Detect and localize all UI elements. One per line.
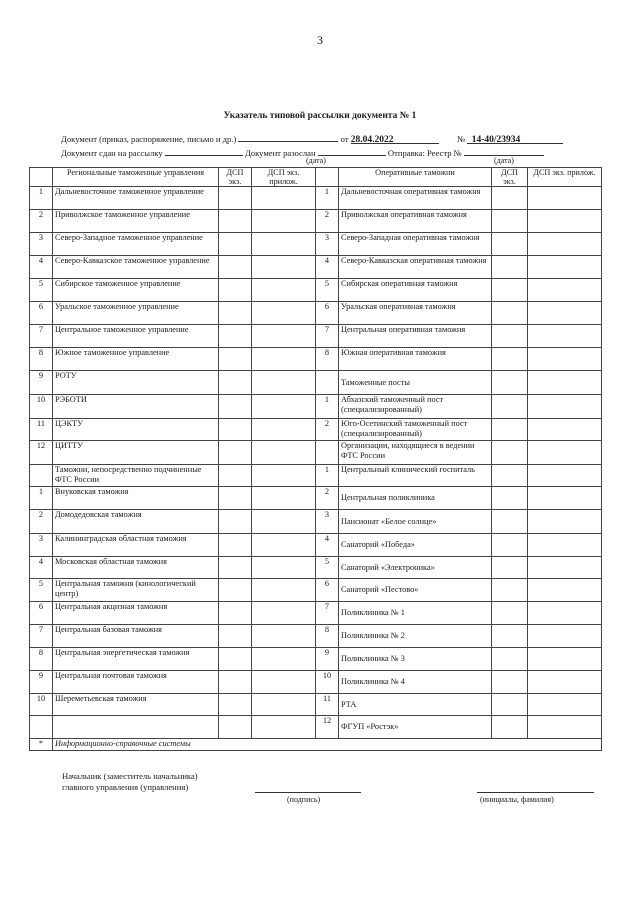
- left-dsp-appendix-cell: [252, 441, 316, 465]
- right-dsp-appendix-cell: [528, 419, 602, 441]
- left-row-number: 2: [30, 210, 53, 233]
- table-row: [30, 325, 602, 348]
- right-dsp-copies-cell: [492, 187, 528, 210]
- right-dsp-copies-cell: [492, 279, 528, 302]
- left-dsp-appendix-cell: [252, 648, 316, 671]
- right-dsp-copies-cell: [492, 716, 528, 739]
- header-dsp-appendix: ДСП экз. прилож.: [252, 168, 316, 187]
- table-row: [30, 210, 602, 233]
- doc-info-line: [61, 132, 563, 144]
- distributed-label: Документ разослан: [244, 148, 316, 158]
- table-row: [30, 419, 602, 441]
- right-dsp-copies-cell: [492, 419, 528, 441]
- left-dsp-copies-cell: [219, 279, 252, 302]
- left-dsp-copies-cell: [219, 648, 252, 671]
- submitted-label: Документ сдан на рассылку: [61, 148, 163, 158]
- left-dsp-copies-cell: [219, 625, 252, 648]
- right-row-number: 3: [316, 510, 339, 534]
- left-dsp-appendix-cell: [252, 465, 316, 487]
- right-row-number: 2: [316, 210, 339, 233]
- left-row-number: 8: [30, 348, 53, 371]
- right-dsp-copies-cell: [492, 557, 528, 579]
- left-dsp-appendix-cell: [252, 510, 316, 534]
- signer-title: [62, 771, 198, 793]
- right-dsp-appendix-cell: [528, 210, 602, 233]
- right-org-name: Приволжская оперативная таможня: [339, 210, 492, 233]
- left-row-number: 5: [30, 579, 53, 602]
- left-row-number: 12: [30, 441, 53, 465]
- right-dsp-appendix-cell: [528, 716, 602, 739]
- right-org-name: Северо-Кавказская оперативная таможня: [339, 256, 492, 279]
- table-row: [30, 187, 602, 210]
- table-row: [30, 694, 602, 716]
- right-row-number: 9: [316, 648, 339, 671]
- right-row-number: [316, 371, 339, 395]
- page-number: 3: [317, 33, 323, 47]
- signature-caption: (подпись): [287, 795, 321, 804]
- right-dsp-copies-cell: [492, 348, 528, 371]
- left-row-number: 6: [30, 302, 53, 325]
- left-dsp-appendix-cell: [252, 256, 316, 279]
- right-dsp-copies-cell: [492, 233, 528, 256]
- table-header-row: [30, 168, 602, 187]
- left-org-name: РОТУ: [53, 371, 219, 395]
- right-dsp-appendix-cell: [528, 625, 602, 648]
- right-org-name: Пансионат «Белое солнце»: [339, 510, 492, 534]
- right-dsp-copies-cell: [492, 671, 528, 694]
- right-org-name: Центральная поликлиника: [339, 487, 492, 510]
- table-row: [30, 395, 602, 419]
- right-dsp-copies-cell: [492, 625, 528, 648]
- right-dsp-appendix-cell: [528, 395, 602, 419]
- right-row-number: 5: [316, 557, 339, 579]
- left-org-name: Южное таможенное управление: [53, 348, 219, 371]
- left-row-number: 9: [30, 671, 53, 694]
- table-row: [30, 487, 602, 510]
- right-dsp-copies-cell: [492, 210, 528, 233]
- left-org-name: Центральное таможенное управление: [53, 325, 219, 348]
- distribution-table: [29, 167, 602, 751]
- left-dsp-appendix-cell: [252, 419, 316, 441]
- left-org-name: Московская областная таможня: [53, 557, 219, 579]
- left-row-number: 11: [30, 419, 53, 441]
- left-dsp-appendix-cell: [252, 302, 316, 325]
- header-dsp-copies: ДСП экз.: [219, 168, 252, 187]
- left-row-number: 8: [30, 648, 53, 671]
- left-row-number: 3: [30, 534, 53, 557]
- right-org-name: Организации, находящиеся в ведении ФТС России: [339, 441, 492, 465]
- name-caption: (инициалы, фамилия): [480, 795, 554, 804]
- left-dsp-copies-cell: [219, 233, 252, 256]
- signature-line: [255, 792, 361, 793]
- date-caption-left: (дата): [306, 156, 326, 165]
- right-org-name: Поликлиника № 1: [339, 602, 492, 625]
- table-row: [30, 671, 602, 694]
- table-row: [30, 534, 602, 557]
- right-row-number: 1: [316, 187, 339, 210]
- left-org-name: Приволжское таможенное управление: [53, 210, 219, 233]
- right-org-name: Центральная оперативная таможня: [339, 325, 492, 348]
- left-dsp-appendix-cell: [252, 325, 316, 348]
- header-dsp-copies: ДСП экз.: [492, 168, 528, 187]
- header-operational: Оперативные таможни: [339, 168, 492, 187]
- right-dsp-appendix-cell: [528, 233, 602, 256]
- right-row-number: 4: [316, 534, 339, 557]
- left-org-name: РЭБОТИ: [53, 395, 219, 419]
- left-row-number: 6: [30, 602, 53, 625]
- right-org-name: Абхазский таможенный пост (специализированный): [339, 395, 492, 419]
- left-dsp-appendix-cell: [252, 716, 316, 739]
- footer-info-systems: Информационно-справочные системы: [53, 739, 602, 751]
- left-org-name: [53, 716, 219, 739]
- right-row-number: 1: [316, 395, 339, 419]
- table-row: [30, 279, 602, 302]
- left-org-name: Домодедовская таможня: [53, 510, 219, 534]
- doc-number-field: [467, 134, 563, 144]
- left-dsp-appendix-cell: [252, 557, 316, 579]
- right-dsp-copies-cell: [492, 694, 528, 716]
- left-dsp-copies-cell: [219, 557, 252, 579]
- right-dsp-appendix-cell: [528, 579, 602, 602]
- left-row-number: [30, 716, 53, 739]
- left-dsp-copies-cell: [219, 510, 252, 534]
- right-dsp-copies-cell: [492, 302, 528, 325]
- right-dsp-copies-cell: [492, 325, 528, 348]
- right-dsp-copies-cell: [492, 487, 528, 510]
- table-row: [30, 648, 602, 671]
- left-org-name: Внуковская таможня: [53, 487, 219, 510]
- left-org-name: Центральная почтовая таможня: [53, 671, 219, 694]
- right-dsp-appendix-cell: [528, 187, 602, 210]
- footer-mark: *: [30, 739, 53, 751]
- left-dsp-appendix-cell: [252, 579, 316, 602]
- left-row-number: 4: [30, 557, 53, 579]
- left-dsp-copies-cell: [219, 187, 252, 210]
- name-line: [477, 792, 594, 793]
- left-dsp-appendix-cell: [252, 395, 316, 419]
- date-caption-right: (дата): [494, 156, 514, 165]
- doc-date: 28.04.2022: [350, 135, 394, 145]
- right-org-name: Южная оперативная таможня: [339, 348, 492, 371]
- right-org-name: Таможенные посты: [339, 371, 492, 395]
- right-row-number: 7: [316, 602, 339, 625]
- register-number-blank: [464, 146, 544, 156]
- right-org-name: Санаторий «Пестово»: [339, 579, 492, 602]
- left-dsp-copies-cell: [219, 602, 252, 625]
- right-dsp-appendix-cell: [528, 602, 602, 625]
- right-dsp-copies-cell: [492, 534, 528, 557]
- right-row-number: 2: [316, 419, 339, 441]
- right-dsp-copies-cell: [492, 579, 528, 602]
- right-dsp-appendix-cell: [528, 648, 602, 671]
- right-row-number: [316, 441, 339, 465]
- left-dsp-appendix-cell: [252, 279, 316, 302]
- right-org-name: Центральный клинический госпиталь: [339, 465, 492, 487]
- right-org-name: Северо-Западная оперативная таможня: [339, 233, 492, 256]
- left-org-name: Таможни, непосредственно подчиненные ФТС России: [53, 465, 219, 487]
- table-row: [30, 625, 602, 648]
- left-dsp-copies-cell: [219, 302, 252, 325]
- table-row: [30, 716, 602, 739]
- signer-title-line2: главного управления (управления): [62, 782, 189, 792]
- left-dsp-copies-cell: [219, 671, 252, 694]
- left-row-number: 1: [30, 487, 53, 510]
- table-row: [30, 256, 602, 279]
- header-blank: [30, 168, 53, 187]
- doc-number: 14-40/23934: [471, 135, 521, 145]
- left-dsp-copies-cell: [219, 465, 252, 487]
- right-dsp-appendix-cell: [528, 302, 602, 325]
- left-row-number: 10: [30, 694, 53, 716]
- right-row-number: 1: [316, 465, 339, 487]
- right-row-number: 4: [316, 256, 339, 279]
- doc-type-label: Документ (приказ, распоряжение, письмо и др.): [61, 134, 237, 144]
- left-dsp-copies-cell: [219, 210, 252, 233]
- table-row: [30, 371, 602, 395]
- left-dsp-copies-cell: [219, 395, 252, 419]
- document-title: Указатель типовой рассылки документа № 1: [223, 111, 417, 121]
- from-label: от: [340, 134, 349, 144]
- left-dsp-copies-cell: [219, 419, 252, 441]
- right-org-name: Юго-Осетинский таможенный пост (специализированный): [339, 419, 492, 441]
- left-dsp-appendix-cell: [252, 348, 316, 371]
- left-dsp-appendix-cell: [252, 671, 316, 694]
- left-dsp-appendix-cell: [252, 233, 316, 256]
- left-row-number: 7: [30, 625, 53, 648]
- table-row: [30, 465, 602, 487]
- left-dsp-copies-cell: [219, 325, 252, 348]
- left-org-name: Дальневосточное таможенное управление: [53, 187, 219, 210]
- left-dsp-copies-cell: [219, 441, 252, 465]
- table-row: [30, 602, 602, 625]
- right-row-number: 10: [316, 671, 339, 694]
- left-org-name: Центральная базовая таможня: [53, 625, 219, 648]
- right-dsp-appendix-cell: [528, 534, 602, 557]
- left-dsp-appendix-cell: [252, 210, 316, 233]
- left-org-name: Сибирское таможенное управление: [53, 279, 219, 302]
- right-org-name: Санаторий «Победа»: [339, 534, 492, 557]
- header-blank: [316, 168, 339, 187]
- left-row-number: 3: [30, 233, 53, 256]
- left-org-name: Центральная таможня (кинологический центр): [53, 579, 219, 602]
- table-row: [30, 302, 602, 325]
- right-dsp-copies-cell: [492, 648, 528, 671]
- right-org-name: Сибирская оперативная таможня: [339, 279, 492, 302]
- left-row-number: 4: [30, 256, 53, 279]
- left-org-name: Уральское таможенное управление: [53, 302, 219, 325]
- right-dsp-copies-cell: [492, 602, 528, 625]
- right-dsp-appendix-cell: [528, 487, 602, 510]
- right-dsp-appendix-cell: [528, 557, 602, 579]
- left-row-number: 7: [30, 325, 53, 348]
- right-dsp-appendix-cell: [528, 256, 602, 279]
- header-regional: Региональные таможенные управления: [53, 168, 219, 187]
- right-row-number: 11: [316, 694, 339, 716]
- left-org-name: Центральная энергетическая таможня: [53, 648, 219, 671]
- left-row-number: 5: [30, 279, 53, 302]
- right-row-number: 3: [316, 233, 339, 256]
- table-row: [30, 441, 602, 465]
- right-org-name: Поликлиника № 3: [339, 648, 492, 671]
- right-dsp-appendix-cell: [528, 694, 602, 716]
- right-dsp-appendix-cell: [528, 441, 602, 465]
- right-org-name: ФГУП «Ростэк»: [339, 716, 492, 739]
- doc-date-field: [351, 134, 439, 144]
- table-footer-row: [30, 739, 602, 751]
- right-dsp-copies-cell: [492, 395, 528, 419]
- right-row-number: 8: [316, 348, 339, 371]
- left-dsp-copies-cell: [219, 694, 252, 716]
- right-dsp-appendix-cell: [528, 510, 602, 534]
- dispatch-label: Отправка: Реестр №: [387, 148, 462, 158]
- left-row-number: 10: [30, 395, 53, 419]
- right-org-name: РТА: [339, 694, 492, 716]
- left-dsp-copies-cell: [219, 579, 252, 602]
- left-dsp-appendix-cell: [252, 487, 316, 510]
- left-org-name: Центральная акцизная таможня: [53, 602, 219, 625]
- left-org-name: ЦИТТУ: [53, 441, 219, 465]
- right-dsp-copies-cell: [492, 510, 528, 534]
- right-row-number: 5: [316, 279, 339, 302]
- right-dsp-copies-cell: [492, 256, 528, 279]
- right-row-number: 2: [316, 487, 339, 510]
- right-org-name: Поликлиника № 2: [339, 625, 492, 648]
- submitted-date-blank: [165, 146, 243, 156]
- left-dsp-appendix-cell: [252, 371, 316, 395]
- left-org-name: Калининградская областная таможня: [53, 534, 219, 557]
- left-org-name: ЦЭКТУ: [53, 419, 219, 441]
- right-dsp-appendix-cell: [528, 671, 602, 694]
- left-dsp-appendix-cell: [252, 625, 316, 648]
- left-dsp-copies-cell: [219, 534, 252, 557]
- number-label: №: [457, 134, 466, 144]
- right-dsp-appendix-cell: [528, 465, 602, 487]
- left-row-number: 1: [30, 187, 53, 210]
- left-dsp-copies-cell: [219, 487, 252, 510]
- right-org-name: Санаторий «Электроника»: [339, 557, 492, 579]
- left-dsp-appendix-cell: [252, 602, 316, 625]
- right-org-name: Дальневосточная оперативная таможня: [339, 187, 492, 210]
- left-org-name: Северо-Западное таможенное управление: [53, 233, 219, 256]
- header-dsp-appendix: ДСП экз. прилож.: [528, 168, 602, 187]
- left-org-name: Шереметьевская таможня: [53, 694, 219, 716]
- table-row: [30, 579, 602, 602]
- right-dsp-copies-cell: [492, 465, 528, 487]
- left-dsp-copies-cell: [219, 371, 252, 395]
- right-org-name: Уральская оперативная таможня: [339, 302, 492, 325]
- left-row-number: 9: [30, 371, 53, 395]
- left-dsp-appendix-cell: [252, 694, 316, 716]
- right-row-number: 12: [316, 716, 339, 739]
- left-dsp-copies-cell: [219, 716, 252, 739]
- right-row-number: 6: [316, 579, 339, 602]
- right-row-number: 6: [316, 302, 339, 325]
- right-row-number: 8: [316, 625, 339, 648]
- right-row-number: 7: [316, 325, 339, 348]
- right-dsp-appendix-cell: [528, 279, 602, 302]
- table-row: [30, 348, 602, 371]
- left-row-number: 2: [30, 510, 53, 534]
- signer-title-line1: Начальник (заместитель начальника): [62, 771, 198, 781]
- left-dsp-copies-cell: [219, 256, 252, 279]
- table-row: [30, 233, 602, 256]
- right-dsp-copies-cell: [492, 441, 528, 465]
- dispatch-info-line: [61, 146, 544, 158]
- right-dsp-appendix-cell: [528, 325, 602, 348]
- doc-type-blank: [238, 132, 338, 142]
- left-org-name: Северо-Кавказское таможенное управление: [53, 256, 219, 279]
- distributed-date-blank: [318, 146, 386, 156]
- left-row-number: [30, 465, 53, 487]
- right-dsp-appendix-cell: [528, 348, 602, 371]
- left-dsp-appendix-cell: [252, 187, 316, 210]
- left-dsp-copies-cell: [219, 348, 252, 371]
- table-row: [30, 510, 602, 534]
- right-org-name: Поликлиника № 4: [339, 671, 492, 694]
- right-dsp-appendix-cell: [528, 371, 602, 395]
- table-row: [30, 557, 602, 579]
- right-dsp-copies-cell: [492, 371, 528, 395]
- left-dsp-appendix-cell: [252, 534, 316, 557]
